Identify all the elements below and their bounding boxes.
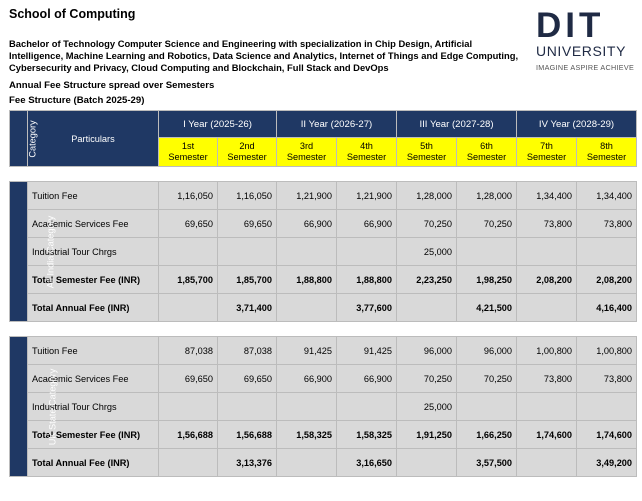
fee-value-cell: 73,800	[517, 365, 577, 393]
fee-value-cell	[457, 393, 517, 421]
fee-row	[10, 337, 637, 365]
section-spacer	[10, 322, 637, 337]
semester-header-2: 2nd Semester	[218, 138, 277, 167]
fee-value-cell	[159, 238, 218, 266]
fee-value-cell: 96,000	[397, 337, 457, 365]
fee-value-cell: 87,038	[218, 337, 277, 365]
fee-row-label: Tuition Fee	[28, 337, 159, 365]
fee-value-cell	[218, 238, 277, 266]
fee-row-label: Academic Services Fee	[28, 365, 159, 393]
annual-fee-row	[10, 449, 637, 477]
annual-blank-cell	[517, 449, 577, 477]
fee-value-cell: 69,650	[218, 365, 277, 393]
fee-value-cell	[577, 238, 637, 266]
fee-value-cell: 1,34,400	[577, 182, 637, 210]
semester-header-7: 7th Semester	[517, 138, 577, 167]
fee-value-cell: 66,900	[337, 365, 397, 393]
fee-value-cell: 1,58,325	[277, 421, 337, 449]
logo-mark: DIT	[536, 6, 605, 45]
fee-value-cell: 70,250	[457, 365, 517, 393]
logo-name: UNIVERSITY	[536, 43, 627, 59]
semester-header-1: 1st Semester	[159, 138, 218, 167]
fee-structure-subtitle: Annual Fee Structure spread over Semesters	[9, 80, 215, 91]
semester-header-3: 3rd Semester	[277, 138, 337, 167]
fee-value-cell: 73,800	[517, 210, 577, 238]
annual-fee-value: 4,16,400	[577, 294, 637, 322]
fee-row-label: Total Semester Fee (INR)	[28, 266, 159, 294]
fee-value-cell: 91,425	[277, 337, 337, 365]
annual-blank-cell	[397, 294, 457, 322]
fee-value-cell: 2,08,200	[577, 266, 637, 294]
year-header-2: II Year (2026-27)	[277, 111, 397, 138]
fee-value-cell: 1,28,000	[457, 182, 517, 210]
fee-value-cell: 1,98,250	[457, 266, 517, 294]
fee-value-cell: 96,000	[457, 337, 517, 365]
fee-value-cell: 73,800	[577, 210, 637, 238]
fee-structure-table	[9, 110, 637, 477]
fee-value-cell: 1,56,688	[159, 421, 218, 449]
category-label: UK State Category	[10, 337, 28, 477]
fee-row	[10, 393, 637, 421]
annual-fee-label: Total Annual Fee (INR)	[28, 449, 159, 477]
fee-value-cell: 66,900	[277, 210, 337, 238]
fee-value-cell	[457, 238, 517, 266]
fee-row	[10, 365, 637, 393]
fee-value-cell: 70,250	[457, 210, 517, 238]
fee-value-cell	[577, 393, 637, 421]
fee-value-cell: 25,000	[397, 393, 457, 421]
fee-value-cell: 1,85,700	[218, 266, 277, 294]
fee-value-cell: 1,74,600	[577, 421, 637, 449]
annual-fee-value: 4,21,500	[457, 294, 517, 322]
annual-blank-cell	[277, 449, 337, 477]
fee-value-cell	[337, 238, 397, 266]
annual-blank-cell	[159, 294, 218, 322]
fee-value-cell: 1,85,700	[159, 266, 218, 294]
annual-fee-value: 3,77,600	[337, 294, 397, 322]
fee-value-cell	[218, 393, 277, 421]
fee-value-cell: 1,21,900	[337, 182, 397, 210]
fee-value-cell: 69,650	[218, 210, 277, 238]
fee-value-cell	[517, 393, 577, 421]
fee-value-cell: 1,88,800	[337, 266, 397, 294]
fee-row	[10, 238, 637, 266]
batch-label: Fee Structure (Batch 2025-29)	[9, 95, 145, 106]
annual-blank-cell	[277, 294, 337, 322]
fee-value-cell: 1,28,000	[397, 182, 457, 210]
annual-blank-cell	[517, 294, 577, 322]
semester-header-6: 6th Semester	[457, 138, 517, 167]
fee-value-cell	[277, 238, 337, 266]
fee-value-cell: 66,900	[337, 210, 397, 238]
fee-table-body	[10, 111, 637, 477]
fee-value-cell	[277, 393, 337, 421]
fee-value-cell: 1,91,250	[397, 421, 457, 449]
annual-fee-label: Total Annual Fee (INR)	[28, 294, 159, 322]
annual-fee-value: 3,71,400	[218, 294, 277, 322]
fee-value-cell: 1,88,800	[277, 266, 337, 294]
fee-value-cell: 1,00,800	[577, 337, 637, 365]
fee-value-cell: 1,00,800	[517, 337, 577, 365]
fee-row	[10, 210, 637, 238]
fee-value-cell: 1,56,688	[218, 421, 277, 449]
fee-row-label: Tuition Fee	[28, 182, 159, 210]
fee-value-cell: 1,66,250	[457, 421, 517, 449]
fee-row-label: Academic Services Fee	[28, 210, 159, 238]
section-spacer	[10, 167, 637, 182]
fee-value-cell: 91,425	[337, 337, 397, 365]
fee-row-label: Industrial Tour Chrgs	[28, 238, 159, 266]
annual-fee-row	[10, 294, 637, 322]
fee-row	[10, 421, 637, 449]
fee-value-cell: 1,34,400	[517, 182, 577, 210]
fee-value-cell: 1,74,600	[517, 421, 577, 449]
fee-value-cell	[159, 393, 218, 421]
fee-value-cell: 1,16,050	[218, 182, 277, 210]
fee-value-cell: 66,900	[277, 365, 337, 393]
fee-value-cell: 2,23,250	[397, 266, 457, 294]
fee-value-cell: 1,16,050	[159, 182, 218, 210]
fee-value-cell	[337, 393, 397, 421]
logo-tagline: IMAGINE ASPIRE ACHIEVE	[536, 63, 635, 72]
fee-value-cell: 2,08,200	[517, 266, 577, 294]
annual-blank-cell	[397, 449, 457, 477]
fee-value-cell: 69,650	[159, 365, 218, 393]
fee-value-cell: 1,58,325	[337, 421, 397, 449]
fee-value-cell: 70,250	[397, 365, 457, 393]
fee-value-cell: 69,650	[159, 210, 218, 238]
fee-value-cell: 87,038	[159, 337, 218, 365]
year-header-row	[10, 111, 637, 138]
semester-header-5: 5th Semester	[397, 138, 457, 167]
semester-header-4: 4th Semester	[337, 138, 397, 167]
year-header-4: IV Year (2028-29)	[517, 111, 637, 138]
semester-header-8: 8th Semester	[577, 138, 637, 167]
annual-blank-cell	[159, 449, 218, 477]
category-label: All India Category	[10, 182, 28, 322]
year-header-1: I Year (2025-26)	[159, 111, 277, 138]
annual-fee-value: 3,16,650	[337, 449, 397, 477]
annual-fee-value: 3,13,376	[218, 449, 277, 477]
fee-value-cell: 73,800	[577, 365, 637, 393]
category-header: Category	[10, 111, 28, 167]
fee-row-label: Industrial Tour Chrgs	[28, 393, 159, 421]
fee-value-cell: 25,000	[397, 238, 457, 266]
program-title: Bachelor of Technology Computer Science and Engineering with specialization in Chip Design, Artificial Intelligence, Machine Learning and Robotics, Data Science and Analytics, Internet of Things and Edge Computing, Cybersecurity and Privacy, Cloud Computing and Blockchain, Full Stack and DevOps	[9, 38, 519, 73]
dit-university-logo	[536, 6, 640, 81]
fee-row	[10, 266, 637, 294]
fee-row-label: Total Semester Fee (INR)	[28, 421, 159, 449]
fee-value-cell: 1,21,900	[277, 182, 337, 210]
annual-fee-value: 3,57,500	[457, 449, 517, 477]
particulars-header: Particulars	[28, 111, 159, 167]
fee-value-cell: 70,250	[397, 210, 457, 238]
annual-fee-value: 3,49,200	[577, 449, 637, 477]
school-title: School of Computing	[9, 7, 136, 21]
year-header-3: III Year (2027-28)	[397, 111, 517, 138]
fee-row	[10, 182, 637, 210]
fee-value-cell	[517, 238, 577, 266]
